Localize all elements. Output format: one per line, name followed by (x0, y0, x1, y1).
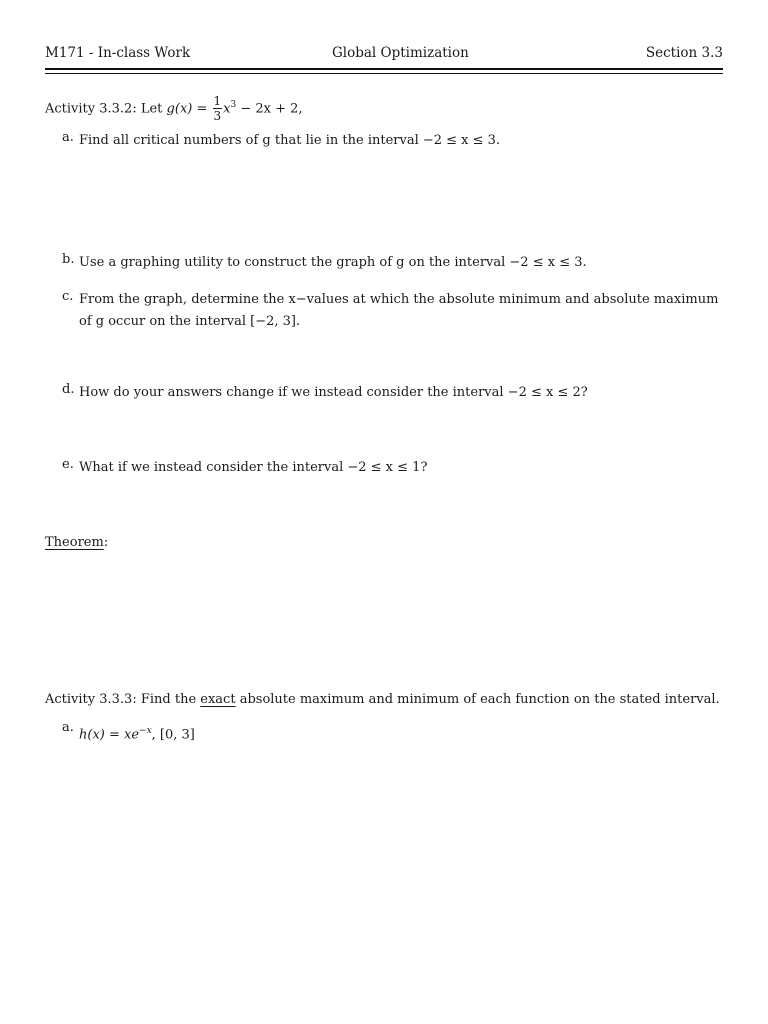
function-h-exponent: −x (139, 726, 152, 736)
activity-333-title-end: absolute maximum and minimum of each function on the stated interval. (235, 692, 720, 707)
function-g-exponent: 3 (230, 100, 237, 110)
activity-333-title-start: Activity 3.3.3: Find the (45, 692, 201, 707)
item-label: c. (62, 289, 74, 304)
item-label: e. (62, 457, 74, 472)
item-text: What if we instead consider the interval −2 ≤ x ≤ 1? (79, 460, 428, 475)
header-rule-thick (45, 68, 723, 70)
activity-332-heading (45, 90, 303, 124)
activity-333-heading (45, 692, 720, 707)
fraction-denominator: 3 (213, 109, 222, 124)
function-g-lhs: g(x) = (166, 101, 208, 117)
activity-332-item-d (62, 382, 724, 404)
theorem-colon: : (103, 535, 109, 550)
activity-333-item-a (62, 720, 724, 746)
activity-332-title: Activity 3.3.2: Let (45, 101, 163, 117)
fraction-numerator: 1 (213, 94, 222, 109)
item-label: d. (62, 382, 75, 397)
header-section: Section 3.3 (645, 45, 723, 61)
function-h: h(x) = xe (79, 727, 140, 743)
function-h-interval: , [0, 3] (151, 727, 195, 743)
item-label: a. (62, 130, 74, 145)
activity-333-emphasis: exact (200, 692, 236, 707)
activity-332-item-b (62, 252, 724, 274)
header-rule-thin (45, 73, 723, 74)
item-text (79, 720, 724, 746)
item-text: From the graph, determine the x−values at which the absolute minimum and absolute maximum of g occur on the interval [−2, 3]. (79, 292, 719, 329)
theorem-label: Theorem (45, 535, 104, 550)
activity-332-item-c (62, 289, 724, 333)
theorem-heading (45, 535, 108, 550)
item-text: Use a graphing utility to construct the graph of g on the interval −2 ≤ x ≤ 3. (79, 255, 587, 270)
activity-332-item-e (62, 457, 724, 479)
function-g-var: x (223, 101, 231, 117)
item-text: Find all critical numbers of g that lie in the interval −2 ≤ x ≤ 3. (79, 133, 501, 148)
activity-332-item-a (62, 130, 724, 152)
function-g-rest: − 2x + 2, (236, 101, 303, 117)
item-text: How do your answers change if we instead consider the interval −2 ≤ x ≤ 2? (79, 385, 588, 400)
header-topic: Global Optimization (332, 45, 469, 61)
item-label: a. (62, 720, 74, 735)
item-label: b. (62, 252, 75, 267)
header-course: M171 - In-class Work (45, 45, 191, 61)
fraction-one-third (213, 95, 223, 122)
